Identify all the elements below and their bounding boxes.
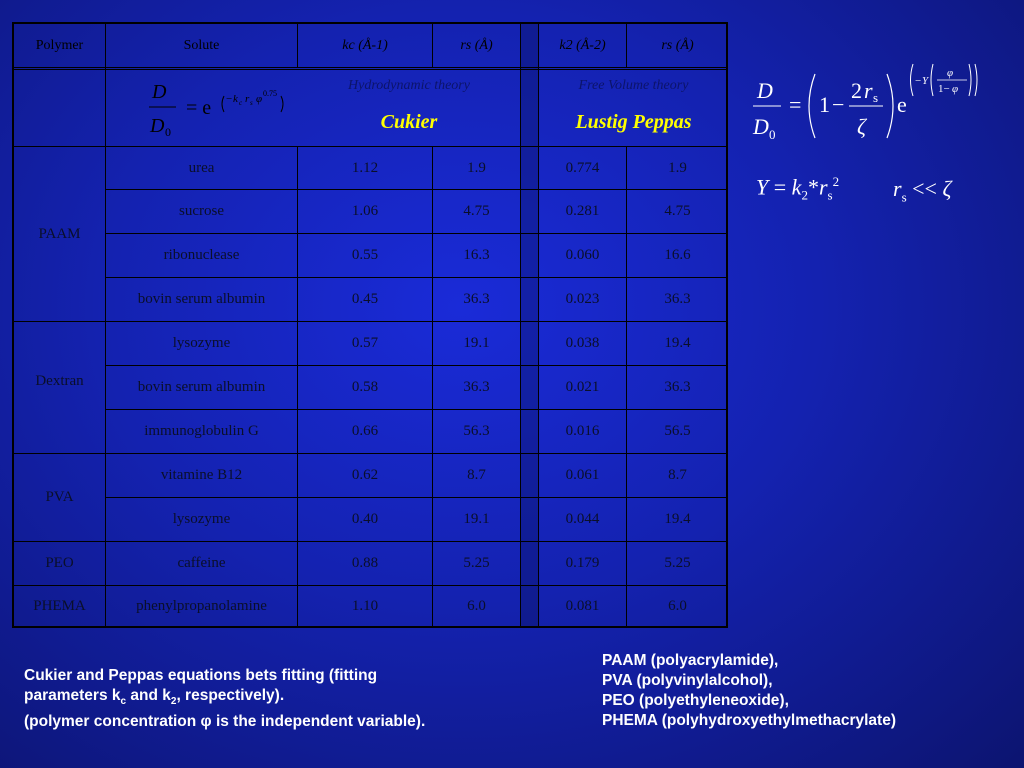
caption-line-3: (polymer concentration φ is the independent variable). [24,713,426,731]
rs-cell: 36.3 [463,379,490,395]
solute-cell: caffeine [177,555,226,571]
abbreviations-list [602,651,1012,731]
kc-cell: 0.55 [351,247,379,263]
header-k2: k2 (Å-2) [559,38,606,53]
condition-text: $r_s << \zeta$ [893,176,952,205]
svg-text:φ: φ [947,67,954,79]
header-polymer: Polymer [35,38,84,53]
svg-text:D: D [152,81,167,103]
rs2-cell: 19.4 [664,511,691,527]
svg-text:D: D [753,114,769,139]
svg-text:0.75: 0.75 [263,89,277,98]
rs-cell: 1.9 [467,159,486,176]
k2-cell: 0.021 [565,379,600,395]
header-solute: Solute [183,38,220,53]
svg-text:1−: 1− [938,83,950,95]
cukier-label: Cukier [380,110,438,133]
free-volume-label: Free Volume theory [578,78,689,93]
svg-text:1: 1 [819,92,830,117]
svg-text:r: r [245,93,250,105]
k2-cell: 0.281 [565,203,600,219]
rs-cell: 6.0 [467,597,486,614]
k2-cell: 0.038 [565,335,600,351]
kc-cell: 0.57 [351,335,379,351]
svg-text:Y: Y [922,75,929,87]
gap-column [520,24,538,626]
svg-text:r: r [864,78,873,103]
cukier-equation [144,74,304,142]
svg-text:φ: φ [952,83,959,95]
data-table [12,22,728,628]
k2-cell: 0.179 [565,555,600,571]
rs-cell: 5.25 [463,555,490,571]
polymer-paam: PAAM [38,225,81,242]
solute-cell: bovin serum albumin [137,379,266,395]
hydro-theory-label: Hydrodynamic theory [348,78,470,93]
rs2-cell: 36.3 [664,379,691,395]
svg-text:s: s [873,90,879,105]
rs-cell: 36.3 [463,291,490,307]
polymer-dextran: Dextran [35,372,84,389]
svg-text:ζ: ζ [857,114,866,139]
solute-cell: ribonuclease [163,247,240,263]
kc-cell: 0.40 [351,511,379,527]
svg-text:−: − [832,92,845,117]
k2-cell: 0.023 [565,291,600,307]
rs2-cell: 6.0 [668,597,687,614]
svg-text:e: e [897,92,907,117]
solute-cell: phenylpropanolamine [136,597,267,614]
polymer-peo: PEO [45,555,74,571]
solute-cell: sucrose [179,203,224,219]
k2-cell: 0.060 [565,247,600,263]
peppas-equation [745,60,995,150]
k2-cell: 0.081 [565,597,600,614]
svg-text:D: D [150,115,165,137]
abbreviation-item: PVA (polyvinylalcohol), [602,672,773,689]
rs-cell: 19.1 [463,335,490,351]
col-divider [520,24,521,626]
caption-text: and k [126,687,171,704]
header-divider-2 [14,69,726,70]
kc-cell: 0.45 [351,291,379,307]
solute-cell: immunoglobulin G [144,423,259,439]
svg-text:φ: φ [256,93,263,105]
rs2-cell: 8.7 [668,467,687,483]
kc-cell: 1.10 [351,597,379,614]
svg-text:=: = [789,92,802,117]
kc-cell: 0.62 [351,467,379,483]
rs2-cell: 1.9 [668,159,687,176]
solute-cell: bovin serum albumin [137,291,266,307]
header-kc: kc (Å-1) [342,38,388,53]
polymer-pva: PVA [45,489,74,505]
k2-cell: 0.061 [565,467,600,483]
caption-line-2 [24,686,584,712]
abbreviation-item: PEO (polyethyleneoxide), [602,692,789,709]
svg-text:= e: = e [186,97,212,119]
solute-cell: urea [188,159,215,176]
header-rs: rs (Å) [460,38,493,53]
rs2-cell: 16.6 [664,247,691,263]
k2-cell: 0.016 [565,423,600,439]
rs2-cell: 4.75 [664,203,691,219]
svg-text:s: s [250,99,253,107]
kc-cell: 0.88 [351,555,379,571]
abbreviation-item: PAAM (polyacrylamide), [602,652,779,669]
k2-cell: 0.044 [565,511,600,527]
svg-text:−: − [226,93,233,105]
polymer-phema: PHEMA [33,597,86,614]
kc-cell: 1.06 [351,203,379,219]
caption-line-1: Cukier and Peppas equations bets fitting (fitting [24,667,378,684]
svg-text:2: 2 [851,78,862,103]
kc-cell: 0.66 [351,423,379,439]
svg-text:c: c [239,99,243,107]
rs2-cell: 5.25 [664,555,691,571]
solute-cell: vitamine B12 [160,467,243,483]
rs2-cell: 19.4 [664,335,691,351]
k2-cell: 0.774 [565,159,600,176]
svg-text:0: 0 [165,125,171,139]
rs2-cell: 56.5 [664,423,691,439]
rs-cell: 56.3 [463,423,490,439]
rs-cell: 4.75 [463,203,490,219]
lustig-peppas-label: Lustig Peppas [575,110,692,133]
caption-sub: c [120,696,127,708]
kc-cell: 1.12 [351,159,379,176]
rs2-cell: 36.3 [664,291,691,307]
rs-cell: 8.7 [467,467,486,483]
abbreviation-item: PHEMA (polyhydroxyethylmethacrylate) [602,712,897,729]
svg-text:0: 0 [769,127,776,142]
solute-cell: lysozyme [172,335,231,351]
svg-text:−: − [915,75,922,87]
header-rs-2: rs (Å) [661,38,694,53]
rs-cell: 19.1 [463,511,490,527]
svg-text:D: D [757,78,773,103]
caption [24,666,584,732]
solute-cell: lysozyme [172,511,231,527]
caption-text: , respectively). [176,687,285,704]
caption-sub: 2 [170,696,177,708]
kc-cell: 0.58 [351,379,379,395]
rs-cell: 16.3 [463,247,490,263]
y-definition: $Y = k_2*r_s^2$ [756,174,840,203]
svg-text:k: k [233,93,238,105]
caption-text: parameters k [24,687,121,704]
